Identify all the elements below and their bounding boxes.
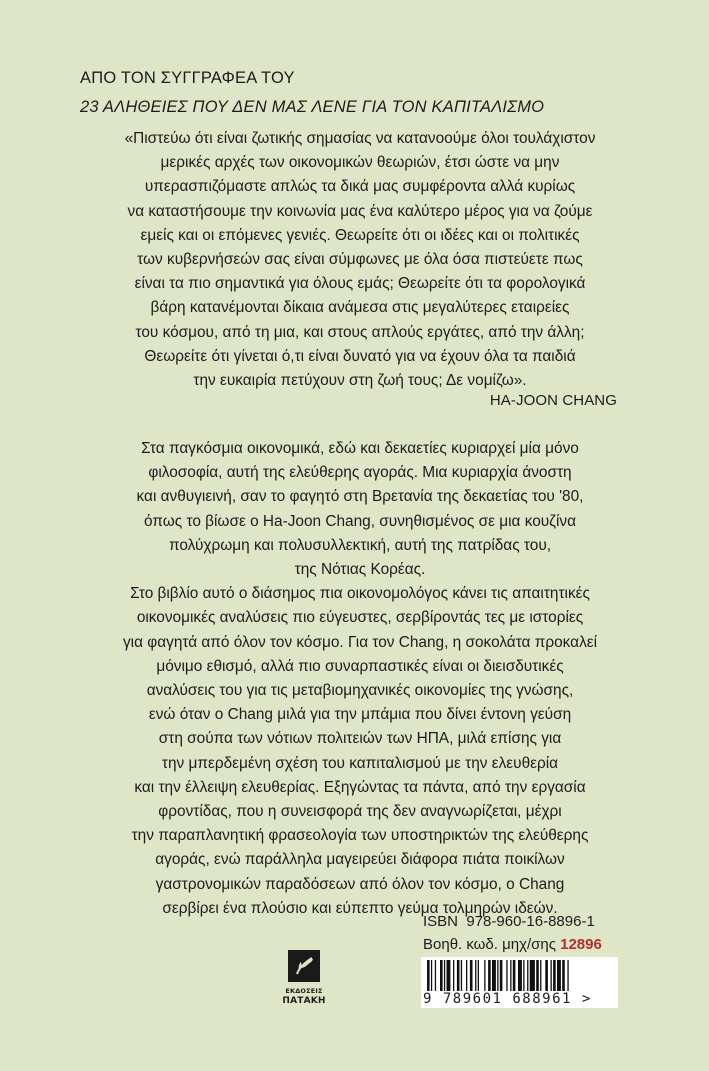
barcode-bar [536, 960, 539, 991]
quote-block [80, 127, 640, 393]
description-line: για φαγητά από όλον τον κόσμο. Για τον Chang, η σοκολάτα προκαλεί [122, 633, 598, 651]
description-line: γαστρονομικών παραδόσεων από όλον τον κόσμο, ο Chang [155, 875, 565, 893]
description-line: και την έλλειψη ελευθερίας. Εξηγώντας τα πάντα, από την εργασία [134, 778, 586, 796]
barcode-bar [470, 960, 473, 991]
quote-line: να καταστήσουμε την κοινωνία μας ένα καλύτερο μέρος για να ζούμε [127, 202, 593, 220]
barcode-bar [435, 960, 436, 991]
description-line: φροντίδας, που η συνεισφορά της δεν αναγνωρίζεται, μέχρι [158, 803, 562, 821]
quote-line: υπερασπιζόμαστε απλώς τα δικά μας συμφέροντα αλλά κυρίως [144, 178, 576, 196]
isbn-line [423, 910, 602, 933]
code-value: 12896 [560, 936, 602, 953]
quote-line: εμείς και οι επόμενες γενιές. Θεωρείτε ότι οι ιδέες και οι πολιτικές [140, 226, 580, 244]
barcode-bars [421, 957, 618, 991]
description-line: Στα παγκόσμια οικονομικά, εδώ και δεκαετίες κυριαρχεί μία μόνο [141, 440, 579, 457]
description-line: φιλοσοφία, αυτή της ελεύθερης αγοράς. Μια κυριαρχία άνοστη [148, 464, 572, 482]
isbn-value: 978-960-16-8896-1 [466, 913, 595, 930]
description-line: της Νότιας Κορέας. [294, 561, 426, 579]
description-block [80, 437, 640, 921]
publisher-name-line2: ΠΑΤΑΚΗ [282, 996, 326, 1006]
publisher-logo [281, 950, 327, 1020]
description-line: μόνιμο εθισμό, αλλά πιο συναρπαστικές είναι οι διεισδυτικές [156, 657, 564, 675]
barcode-bar [447, 960, 451, 991]
barcode-bar [527, 960, 528, 991]
barcode-bar [506, 960, 507, 991]
barcode-bar [488, 960, 491, 991]
quote-line: βάρη κατανέμονται δίκαια ανάμεσα στις μεγαλύτερες εταιρείες [150, 299, 570, 317]
barcode-bar [553, 960, 556, 991]
quote-line: μερικές αρχές των οικονομικών θεωριών, έτσι ώστε να μην [160, 154, 560, 172]
barcode-bar [466, 960, 467, 991]
publisher-name-line1: ΕΚΔΟΣΕΙΣ [285, 987, 323, 995]
barcode-bar [431, 960, 432, 991]
quote-line: την ευκαιρία πετύχουν στη ζωή τους; Δε νομίζω». [193, 372, 527, 390]
barcode-bar [545, 960, 548, 991]
barcode-bar [500, 960, 503, 991]
barcode-bar [540, 960, 541, 991]
barcode-bar [461, 960, 462, 991]
description-line: αγοράς, ενώ παράλληλα μαγειρεύει διάφορα πιάτα ποικίλων [155, 851, 565, 869]
barcode-bar [551, 960, 552, 991]
description-line: αναλύσεις του για τις μεταβιομηχανικές οικονομίες της γνώσης, [146, 682, 574, 700]
quote-line: Θεωρείτε ότι γίνεται ό,τι είναι δυνατό για να έχουν όλα τα παιδιά [144, 347, 576, 365]
description-line: ενώ όταν ο Chang μιλά για την μπάμια που δίνει έντονη γεύση [148, 706, 572, 724]
description-line: στη σούπα των νότιων πολιτειών των ΗΠΑ, μιλά επίσης για [158, 730, 562, 748]
barcode-bar [513, 960, 516, 991]
barcode-bar [478, 960, 479, 991]
header-line-author: ΑΠΟ ΤΟΝ ΣΥΓΓΡΑΦΕΑ ΤΟΥ [80, 69, 295, 87]
code-line [423, 933, 602, 956]
quote-line: είναι τα πιο σημαντικά για όλους εμάς; Θεωρείτε ότι τα φορολογικά [134, 275, 586, 293]
description-line: την μπερδεμένη σχέση του καπιταλισμού με την ελευθερία [161, 754, 559, 772]
barcode-bar [427, 960, 430, 991]
barcode-bar [444, 960, 445, 991]
header-line-previous-book: 23 ΑΛΗΘΕΙΕΣ ΠΟΥ ΔΕΝ ΜΑΣ ΛΕΝΕ ΓΙΑ ΤΟΝ ΚΑΠΙΤΑΛΙΣΜΟ [80, 98, 545, 116]
description-line: όπως το βίωσε ο Ha-Joon Chang, συνηθισμένος σε μια κουζίνα [144, 512, 576, 530]
barcode [421, 957, 618, 1008]
barcode-bar [492, 960, 496, 991]
barcode-bar [453, 960, 454, 991]
description-line: πολύχρωμη και πολυσυλλεκτική, αυτή της πατρίδας του, [168, 536, 552, 554]
barcode-bar [518, 960, 522, 991]
quote-line: «Πιστεύω ότι είναι ζωτικής σημασίας να κατανοούμε όλοι τουλάχιστον [124, 130, 596, 147]
quote-author: HA-JOON CHANG [489, 392, 617, 409]
isbn-block [423, 910, 602, 956]
description-line: και ανθυγιεινή, σαν το φαγητό στη Βρετανία της δεκαετίας του '80, [136, 488, 584, 506]
description-line: σερβίρει ένα πλούσιο και εύπεπτο γεύμα τολμηρών ιδεών. [162, 899, 558, 917]
isbn-label: ISBN [423, 913, 459, 930]
barcode-bar [567, 960, 568, 991]
publisher-logo-icon [288, 950, 320, 982]
quote-line: του κόσμου, από τη μια, και στους απλούς εργάτες, από την άλλη; [135, 323, 585, 341]
barcode-bar [440, 960, 443, 991]
barcode-bar [530, 960, 535, 991]
description-line: την παραπλανητική φρασεολογία των υποστηρικτών της ελεύθερης [131, 827, 589, 845]
barcode-bar [523, 960, 524, 991]
barcode-bar [475, 960, 476, 991]
barcode-bar [457, 960, 460, 991]
code-label: Βοηθ. κωδ. μηχ/σης [423, 936, 556, 953]
barcode-bar [497, 960, 498, 991]
description-line: οικονομικές αναλύσεις πιο εύγευστες, σερβίροντάς τες με ιστορίες [136, 609, 584, 627]
barcode-bar [510, 960, 511, 991]
description-line: Στο βιβλίο αυτό ο διάσημος πια οικονομολόγος κάνει τις απαιτητικές [130, 585, 590, 603]
header [80, 66, 640, 119]
barcode-digits: 9 789601 688961 > [421, 991, 618, 1007]
quote-line: των κυβερνήσεών σας είναι σύμφωνες με όλα όσα πιστεύετε πως [137, 251, 583, 269]
barcode-bar [562, 960, 565, 991]
barcode-bar [484, 960, 485, 991]
barcode-bar [557, 960, 561, 991]
